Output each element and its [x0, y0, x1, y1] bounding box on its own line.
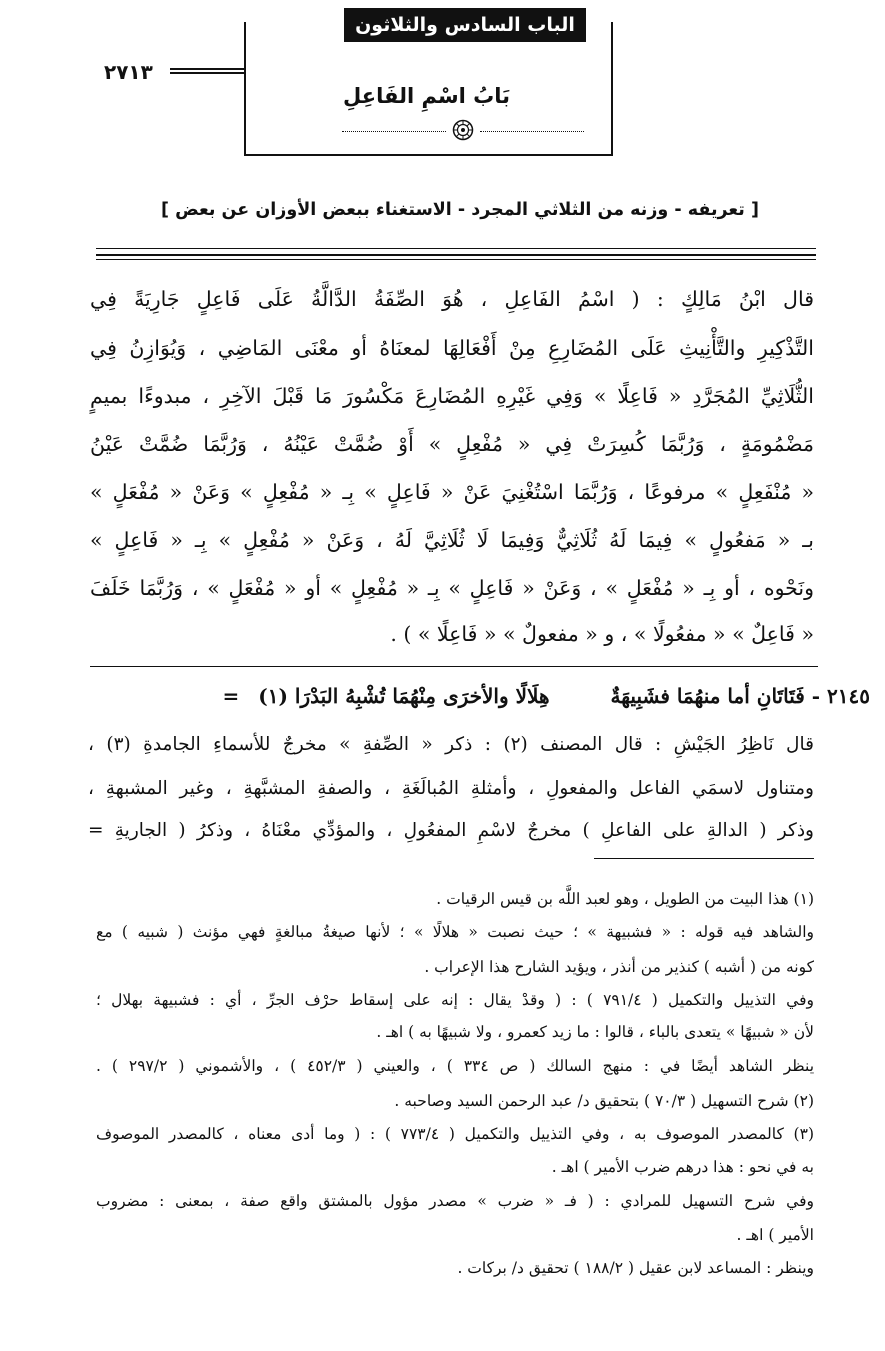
page-number-rule	[170, 68, 246, 74]
continuation-marker: =	[222, 684, 240, 708]
footnote-divider	[594, 858, 814, 859]
matn-line: « مُنْفَعِلٍ » مرفوعًا ، وَرُبَّمَا اسْتُغْنِيَ عَنْ « فَاعِلٍ » بِـ « مُفْعِلٍ » وَعَنْ « مُفْعَلٍ »	[90, 480, 814, 504]
footnote-line: والشاهد فيه قوله : « فشبيهة » ؛ حيث نصبت « هلالًا » ؛ لأنها صيغةُ مبالغةٍ فهي مؤنث ( شبيه ) مع	[96, 923, 814, 941]
subject-heading: [ تعريفه - وزنه من الثلاثي المجرد - الاستغناء ببعض الأوزان عن بعض ]	[161, 200, 759, 220]
verse-hemistich-right: فَتَاتَانِ أما منهُمَا فشَبِيهَةٌ	[610, 684, 805, 708]
footnote-line: وفي شرح التسهيل للمرادي : ( فـ « ضرب » مصدر مؤول بالمشتق واقع صفة ، بمعنى : مضروب	[96, 1192, 814, 1210]
verse-number: ٢١٤٥ -	[811, 684, 870, 708]
footnote-line: به في نحو : هذا درهم ضرب الأمير ) اهـ .	[551, 1158, 814, 1176]
matn-line: التَّذْكِيرِ والتَّأْنِيثِ عَلَى المُضَارِعِ مِنْ أَفْعَالِهَا لمعنَاهُ أو معْنَى المَاضِي ، وَيُوَازِنُ فِي	[90, 336, 814, 360]
ornament-rule-left	[342, 131, 446, 132]
commentary-line: وذكر ( الدالةِ على الفاعلِ ) مخرجٌ لاسْمِ المفعُولِ ، والمؤدِّي معْنَاهُ ، وذكرُ ( الجاريةِ =	[88, 820, 814, 841]
footnote-line: (١) هذا البيت من الطويل ، وهو لعبد اللَّه بن قيس الرقيات .	[436, 890, 814, 908]
chapter-label: الباب السادس والثلاثون	[344, 8, 586, 42]
page-number: ٢٧١٣	[104, 60, 153, 84]
commentary-line: قال نَاظِرُ الجَيْشِ : قال المصنف (٢) : ذكر « الصِّفةِ » مخرجٌ للأسماءِ الجامدةِ (٣) ،	[88, 734, 814, 755]
matn-line: ونَحْوه ، أو بِـ « مُفْعَلٍ » ، وَعَنْ « فَاعِلٍ » بِـ « مُفْعِلٍ » أو « مُفْعَلٍ » ، وَرُبَّمَا خَلَفَ	[90, 576, 814, 600]
commentary-line: ومتناول لاسمَي الفاعل والمفعولِ ، وأمثلةِ المُبالَغَةِ ، والصفةِ المشبَّهةِ ، وغير المشبهةِ ،	[88, 778, 814, 799]
matn-line: مَضْمُومَةٍ ، وَرُبَّمَا كُسِرَتْ فِي « مُفْعِلٍ » أَوْ ضُمَّتْ عَيْنُهُ ، وَرُبَّمَا ضُمَّتْ عَيْنُ	[90, 432, 814, 456]
verse-line	[0, 684, 870, 708]
footnote-line: الأمير ) اهـ .	[736, 1226, 814, 1244]
footnote-line: وينظر : المساعد لابن عقيل ( ١٨٨/٢ ) تحقيق د/ بركات .	[457, 1259, 814, 1277]
subject-divider	[96, 248, 816, 255]
rosette-ornament-icon	[452, 119, 474, 141]
ornament-rule-right	[480, 131, 584, 132]
verse-divider	[90, 666, 818, 667]
subject-divider-lower	[96, 255, 816, 260]
matn-line: الثُّلَاثِيِّ المُجَرَّدِ « فَاعِلًا » وَفِي غَيْرِهِ المُضَارِعَ مَكْسُورَ مَا قَبْلَ الآخِرِ ، مبدوءًا بميمٍ	[90, 384, 814, 408]
verse-hemistich-left: هِلَالًا والأخرَى مِنْهُمَا تُشْبِهُ البَدْرَا	[294, 684, 550, 708]
matn-line: قال ابْنُ مَالِكٍ : ( اسْمُ الفَاعِلِ ، هُوَ الصِّفَةُ الدَّالَّةُ عَلَى فَاعِلٍ جَارِيَةً فِي	[90, 287, 814, 311]
section-title: بَابُ اسْمِ الفَاعِلِ	[343, 84, 510, 108]
footnote-line: (٢) شرح التسهيل ( ٧٠/٣ ) بتحقيق د/ عبد الرحمن السيد وصاحبه .	[394, 1092, 814, 1110]
matn-line: بـ « مَفعُولٍ » فِيمَا لَهُ ثُلَاثِيٌّ وَفِيمَا لَا ثُلَاثِيَّ لَهُ ، وَعَنْ « مُفْعِلٍ » بِـ « فَاعِلٍ »	[90, 528, 814, 552]
footnote-line: (٣) كالمصدر الموصوف به ، وفي التذييل والتكميل ( ٧٧٣/٤ ) : ( وما أدى معناه ، كالمصدر الموصوف	[96, 1125, 814, 1143]
footnote-line: ينظر الشاهد أيضًا في : منهج السالك ( ص ٣٣٤ ) ، والعيني ( ٤٥٢/٣ ) ، والأشموني ( ٢٩٧/٢ ) .	[96, 1057, 815, 1075]
footnote-line: وفي التذييل والتكميل ( ٧٩١/٤ ) : ( وقدْ يقال : إنه على إسقاط حرْف الجرِّ ، أي : فشبيهة بهلال ؛	[96, 991, 814, 1009]
verse-note-ref: (١)	[258, 684, 288, 708]
footnote-line: كونه من ( أشبه ) كنذير من أنذر ، ويؤيد الشارح هذا الإعراب .	[424, 958, 814, 976]
footnote-line: لأن « شبيهًا » يتعدى بالباء ، قالوا : ما زيد كعمرو ، ولا شبيهًا به ) اهـ .	[376, 1023, 814, 1041]
matn-line: « فَاعِلٌ » « مفعُولًا » ، و « مفعولٌ » « فَاعِلًا » ) .	[390, 622, 814, 646]
